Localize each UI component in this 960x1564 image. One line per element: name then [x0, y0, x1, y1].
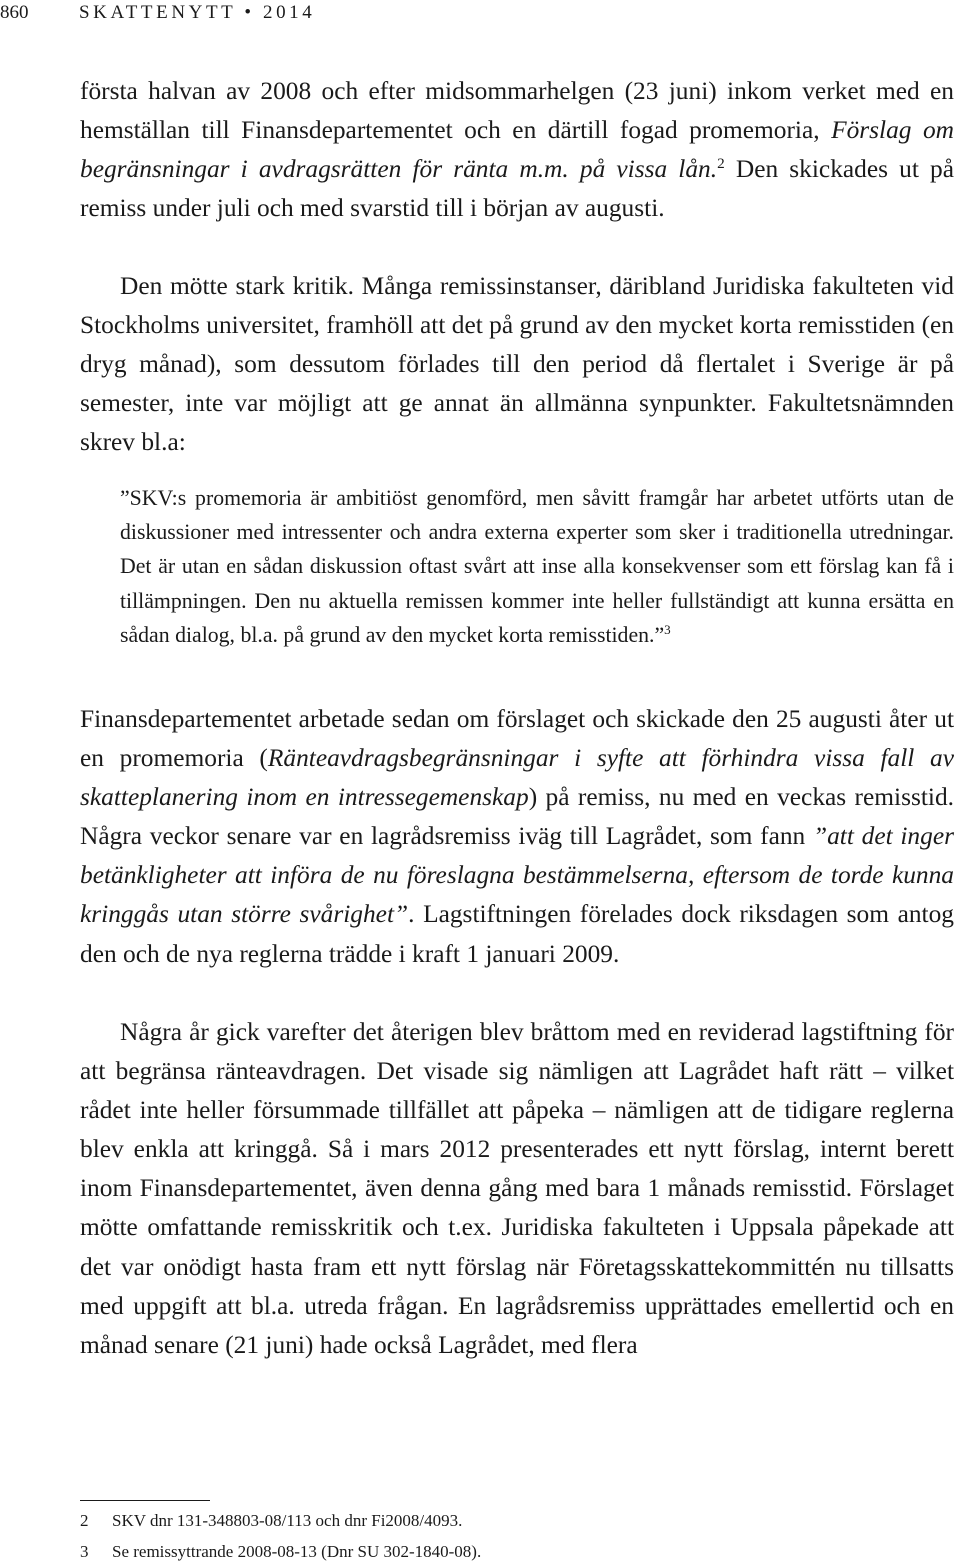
paragraph-3-text-end: . Lagstiftningen förelades dock riksdagen som antog den och de nya reglerna trädde i kraft 1 januari 2009. — [80, 900, 954, 968]
page-number: 860 — [0, 2, 29, 23]
paragraph-3-text-2: ) på remiss, nu med en veckas remisstid. Några veckor senare var en lagrådsremiss iväg till Lagrådet, som fann — [80, 783, 954, 851]
quote-text: ”SKV:s promemoria är ambitiöst genomförd, men såvitt framgår har arbetet utförts utan de diskussioner med intressenter och andra externa experter som sker i traditionella utredningar. Det är utan en sådan diskussion oftast svårt att inse alla konsekvenser som ett förslag kan få i tillämpningen. Den nu aktuella remissen kommer inte heller fullständigt att kunna ersätta en sådan dialog, bl.a. på grund av den mycket korta remisstiden.” — [120, 486, 954, 647]
paragraph-2 — [80, 267, 954, 462]
footnote-ref-2: 2 — [717, 155, 725, 173]
journal-title: SKATTENYTT • 2014 — [79, 2, 316, 23]
footnote — [80, 1510, 462, 1532]
footnote-number: 3 — [80, 1542, 89, 1561]
footnote-ref-3: 3 — [664, 621, 671, 637]
paragraph-2-text: Den mötte stark kritik. Många remissinstanser, däribland Juridiska fakulteten vid Stockholms universitet, framhöll att det på grund av den mycket korta remisstiden (en dryg månad), som dessutom förlades till den period då flertalet i Sverige är på semester, inte var möjligt att ge annat än allmänna synpunkter. Fakultetsnämnden skrev bl.a: — [80, 272, 954, 457]
memo-title-2: Ränteavdragsbegränsningar i syfte att förhindra vissa fall av skatteplanering inom en intressegemenskap — [80, 744, 954, 812]
paragraph-4 — [80, 1013, 954, 1365]
footnote-divider — [80, 1500, 210, 1501]
paragraph-1-text-end: Den skickades ut på remiss under juli och med svarstid till i början av augusti. — [80, 155, 954, 223]
lagradet-quote: ”att det inger betänkligheter att införa de nu föreslagna bestämmelserna, eftersom de torde kunna kringgås utan större svårighet” — [80, 822, 954, 929]
paragraph-3 — [80, 700, 954, 974]
footnote-text: Se remissyttrande 2008-08-13 (Dnr SU 302-1840-08). — [112, 1542, 482, 1561]
footnote-number: 2 — [80, 1511, 89, 1530]
paragraph-1 — [80, 72, 954, 228]
footnote-text: SKV dnr 131-348803-08/113 och dnr Fi2008/4093. — [112, 1511, 463, 1530]
paragraph-3-text: Finansdepartementet arbetade sedan om förslaget och skickade den 25 augusti åter ut en promemoria ( — [80, 705, 954, 773]
memo-title: Förslag om begränsningar i avdragsrätten för ränta m.m. på vissa lån. — [80, 116, 954, 184]
paragraph-4-text: Några år gick varefter det återigen blev bråttom med en reviderad lagstiftning för att begränsa ränteavdragen. Det visade sig nämligen att Lagrådet haft rätt – vilket rådet inte heller försummade tillfället att påpeka – nämligen att de tidigare reglerna blev enkla att kringgå. Så i mars 2012 presenterades ett nytt förslag, internt berett inom Finansdepartementet, även denna gång med bara 1 månads remisstid. Förslaget mötte omfattande remisskritik och t.ex. Juridiska fakulteten i Uppsala påpekade att det var onödigt hasta fram ett nytt förslag när Företagsskattekommittén nu tillsatts med uppgift att bl.a. utreda frågan. En lagrådsremiss upprättades emellertid och en månad senare (21 juni) hade också Lagrådet, med flera — [80, 1018, 954, 1359]
paragraph-1-text: första halvan av 2008 och efter midsommarhelgen (23 juni) inkom verket med en hemställan till Finansdepartementet och en därtill fogad promemoria, — [80, 77, 954, 145]
footnote — [80, 1541, 481, 1563]
block-quote — [120, 481, 954, 652]
